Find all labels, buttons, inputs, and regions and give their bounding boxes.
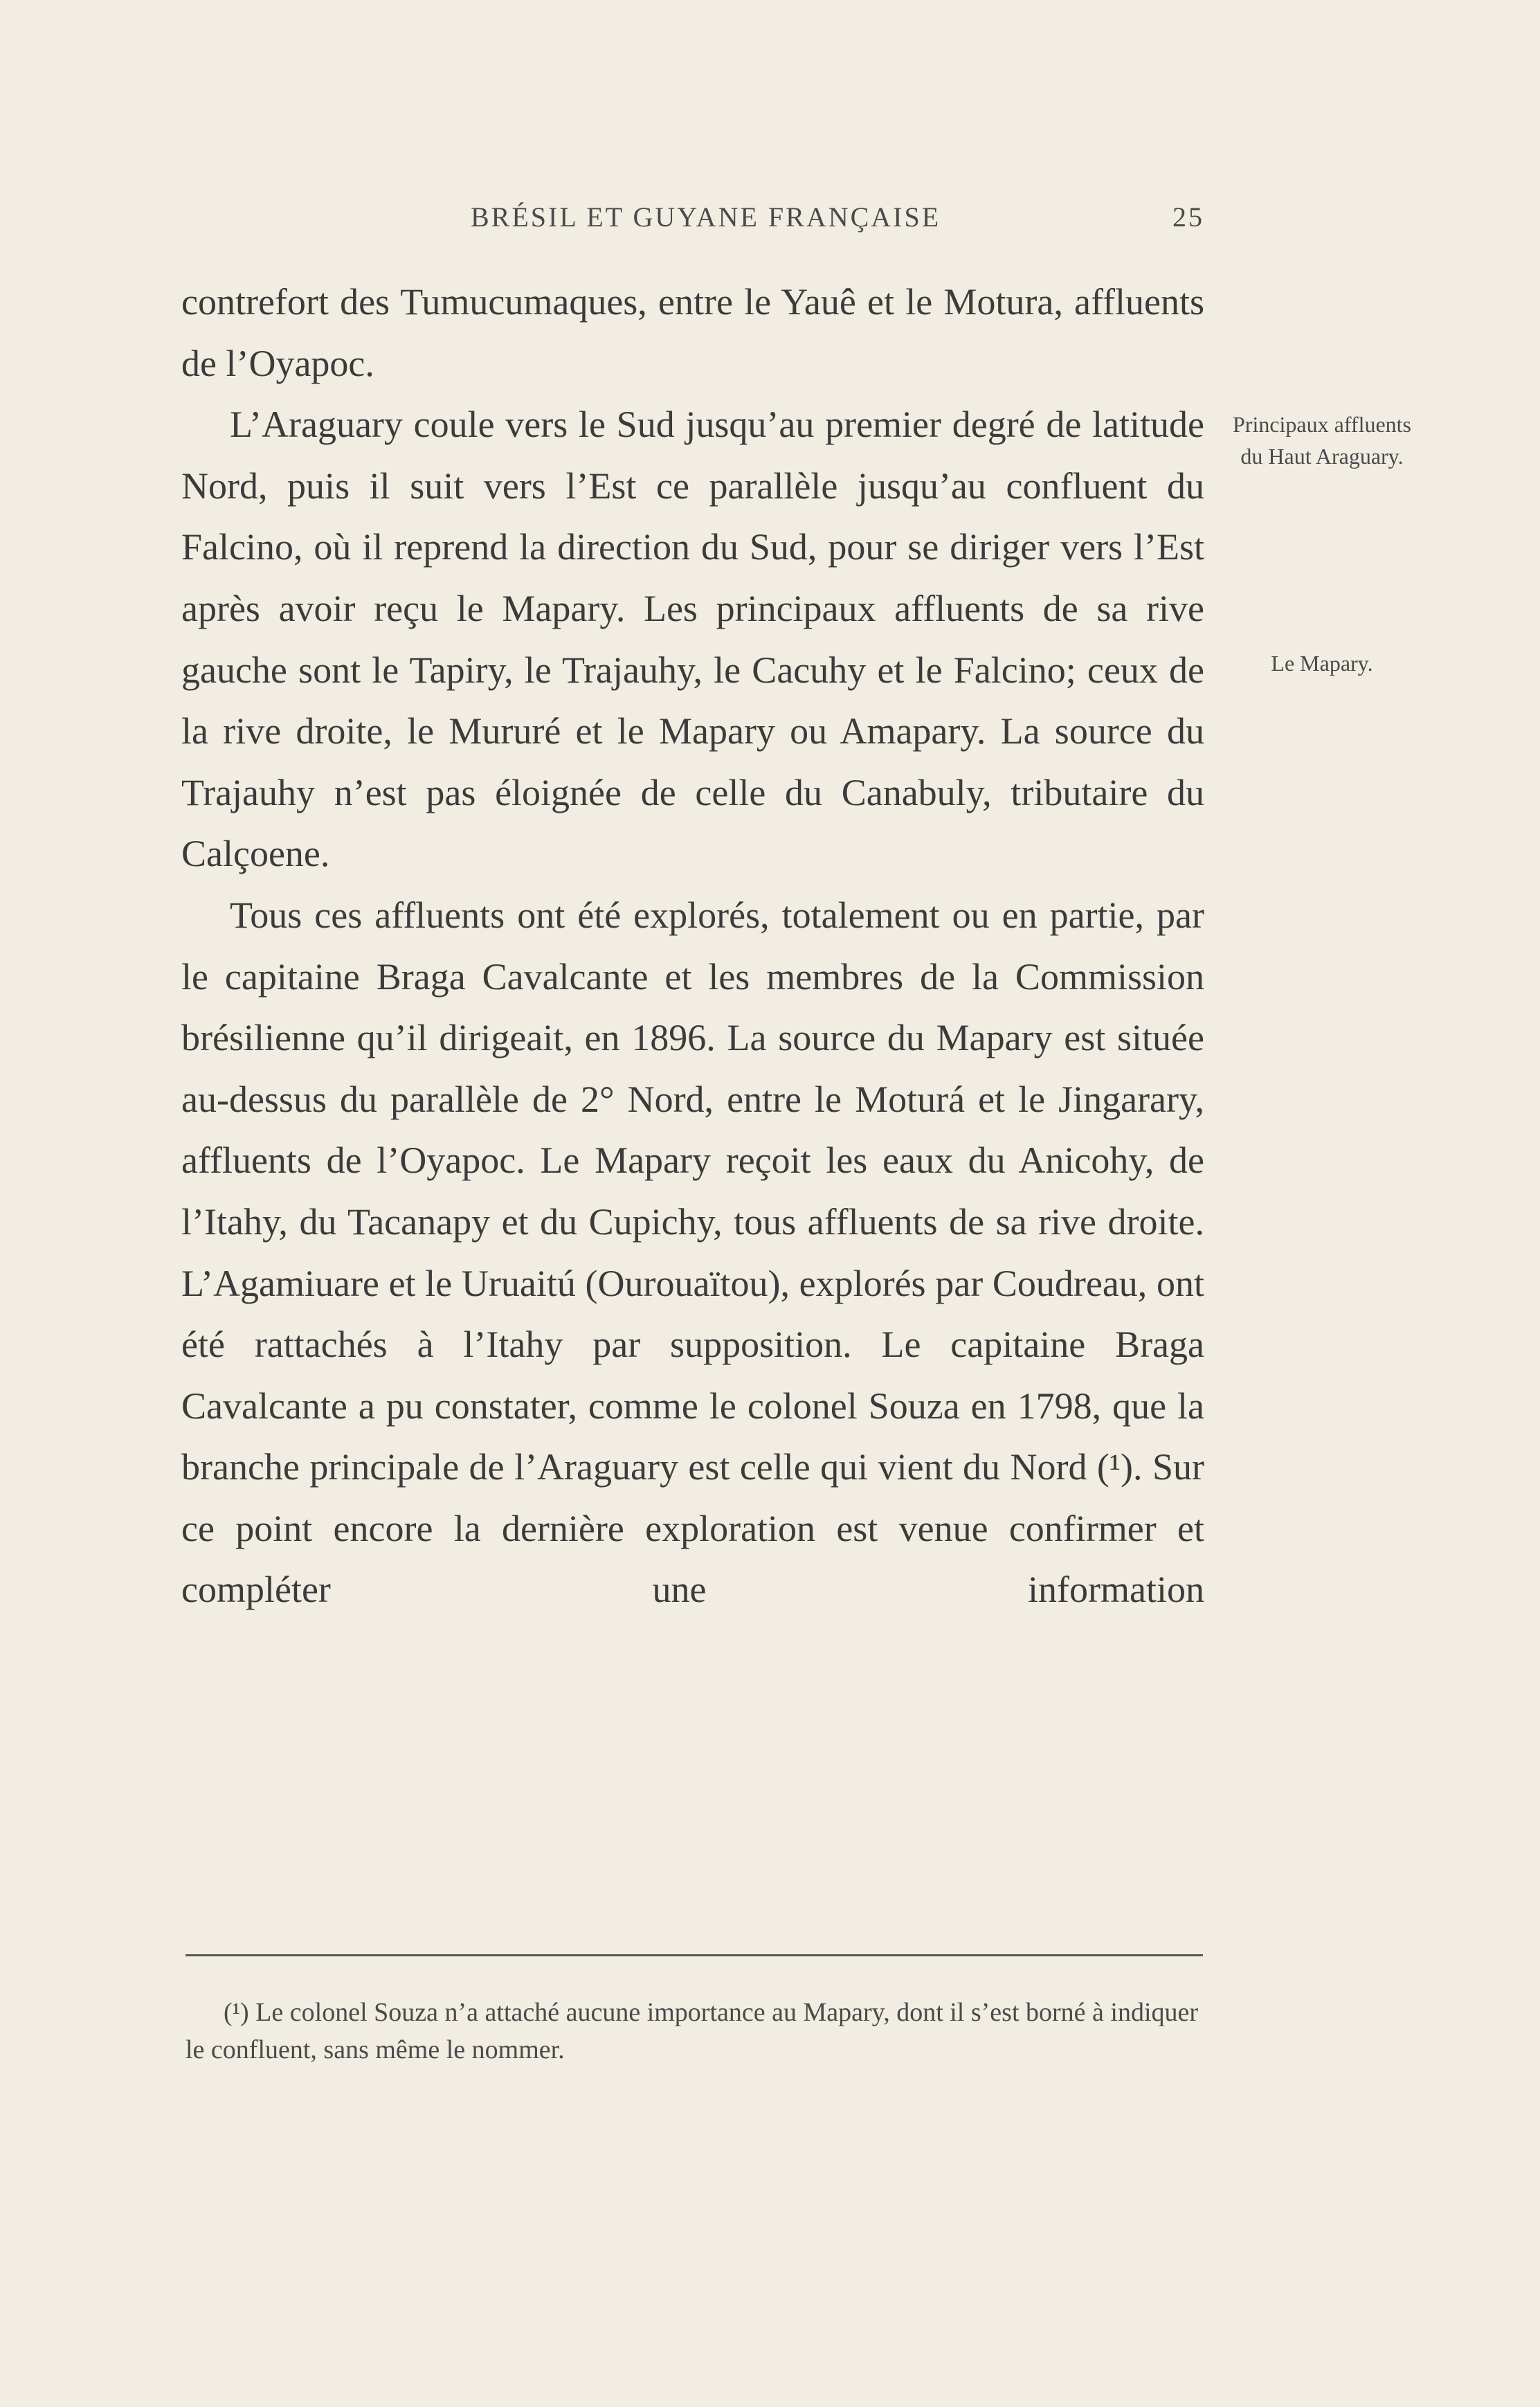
body-text [181,271,1204,1621]
paragraph: contrefort des Tumucumaques, entre le Yauê et le Motura, affluents de l’Oyapoc. [181,281,1204,384]
footnote-text: (¹) Le colonel Souza n’a attaché aucune importance au Mapary, dont il s’est borné à indiquer le confluent, sans même le nommer. [185,1998,1199,2064]
footnote-separator [185,1954,1203,1956]
paragraph: Tous ces affluents ont été explorés, totalement ou en partie, par le capitaine Braga Cavalcante et les membres de la Commission brésilienne qu’il dirigeait, en 1896. La source du Mapary est située au-dessus du parallèle de 2° Nord, entre le Moturá et le Jingarary, affluents de l’Oyapoc. Le Mapary reçoit les eaux du Anicohy, de l’Itahy, du Tacanapy et du Cupichy, tous affluents de sa rive droite. L’Agamiuare et le Uruaitú (Ourouaïtou), explorés par Coudreau, ont été rattachés à l’Itahy par supposition. Le capitaine Braga Cavalcante a pu constater, comme le colonel Souza en 1798, que la branche principale de l’Araguary est celle qui vient du Nord (¹). Sur ce point encore la dernière exploration est venue confirmer et compléter une information [181,894,1204,1611]
paragraph: L’Araguary coule vers le Sud jusqu’au premier degré de latitude Nord, puis il suit vers l’Est ce parallèle jusqu’au confluent du Falcino, où il reprend la direction du Sud, pour se diriger vers l’Est après avoir reçu le Mapary. Les principaux affluents de sa rive gauche sont le Tapiry, le Trajauhy, le Cacuhy et le Falcino; ceux de la rive droite, le Mururé et le Mapary ou Amapary. La source du Trajauhy n’est pas éloignée de celle du Canabuly, tributaire du Calçoene. [181,404,1204,875]
margin-note-affluents: Principaux affluents du Haut Araguary. [1232,412,1411,469]
running-title: BRÉSIL ET GUYANE FRANÇAISE [471,201,941,233]
footnote [185,1994,1203,2068]
page-number: 25 [1172,201,1204,233]
margin-note-mapary: Le Mapary. [1271,651,1373,676]
